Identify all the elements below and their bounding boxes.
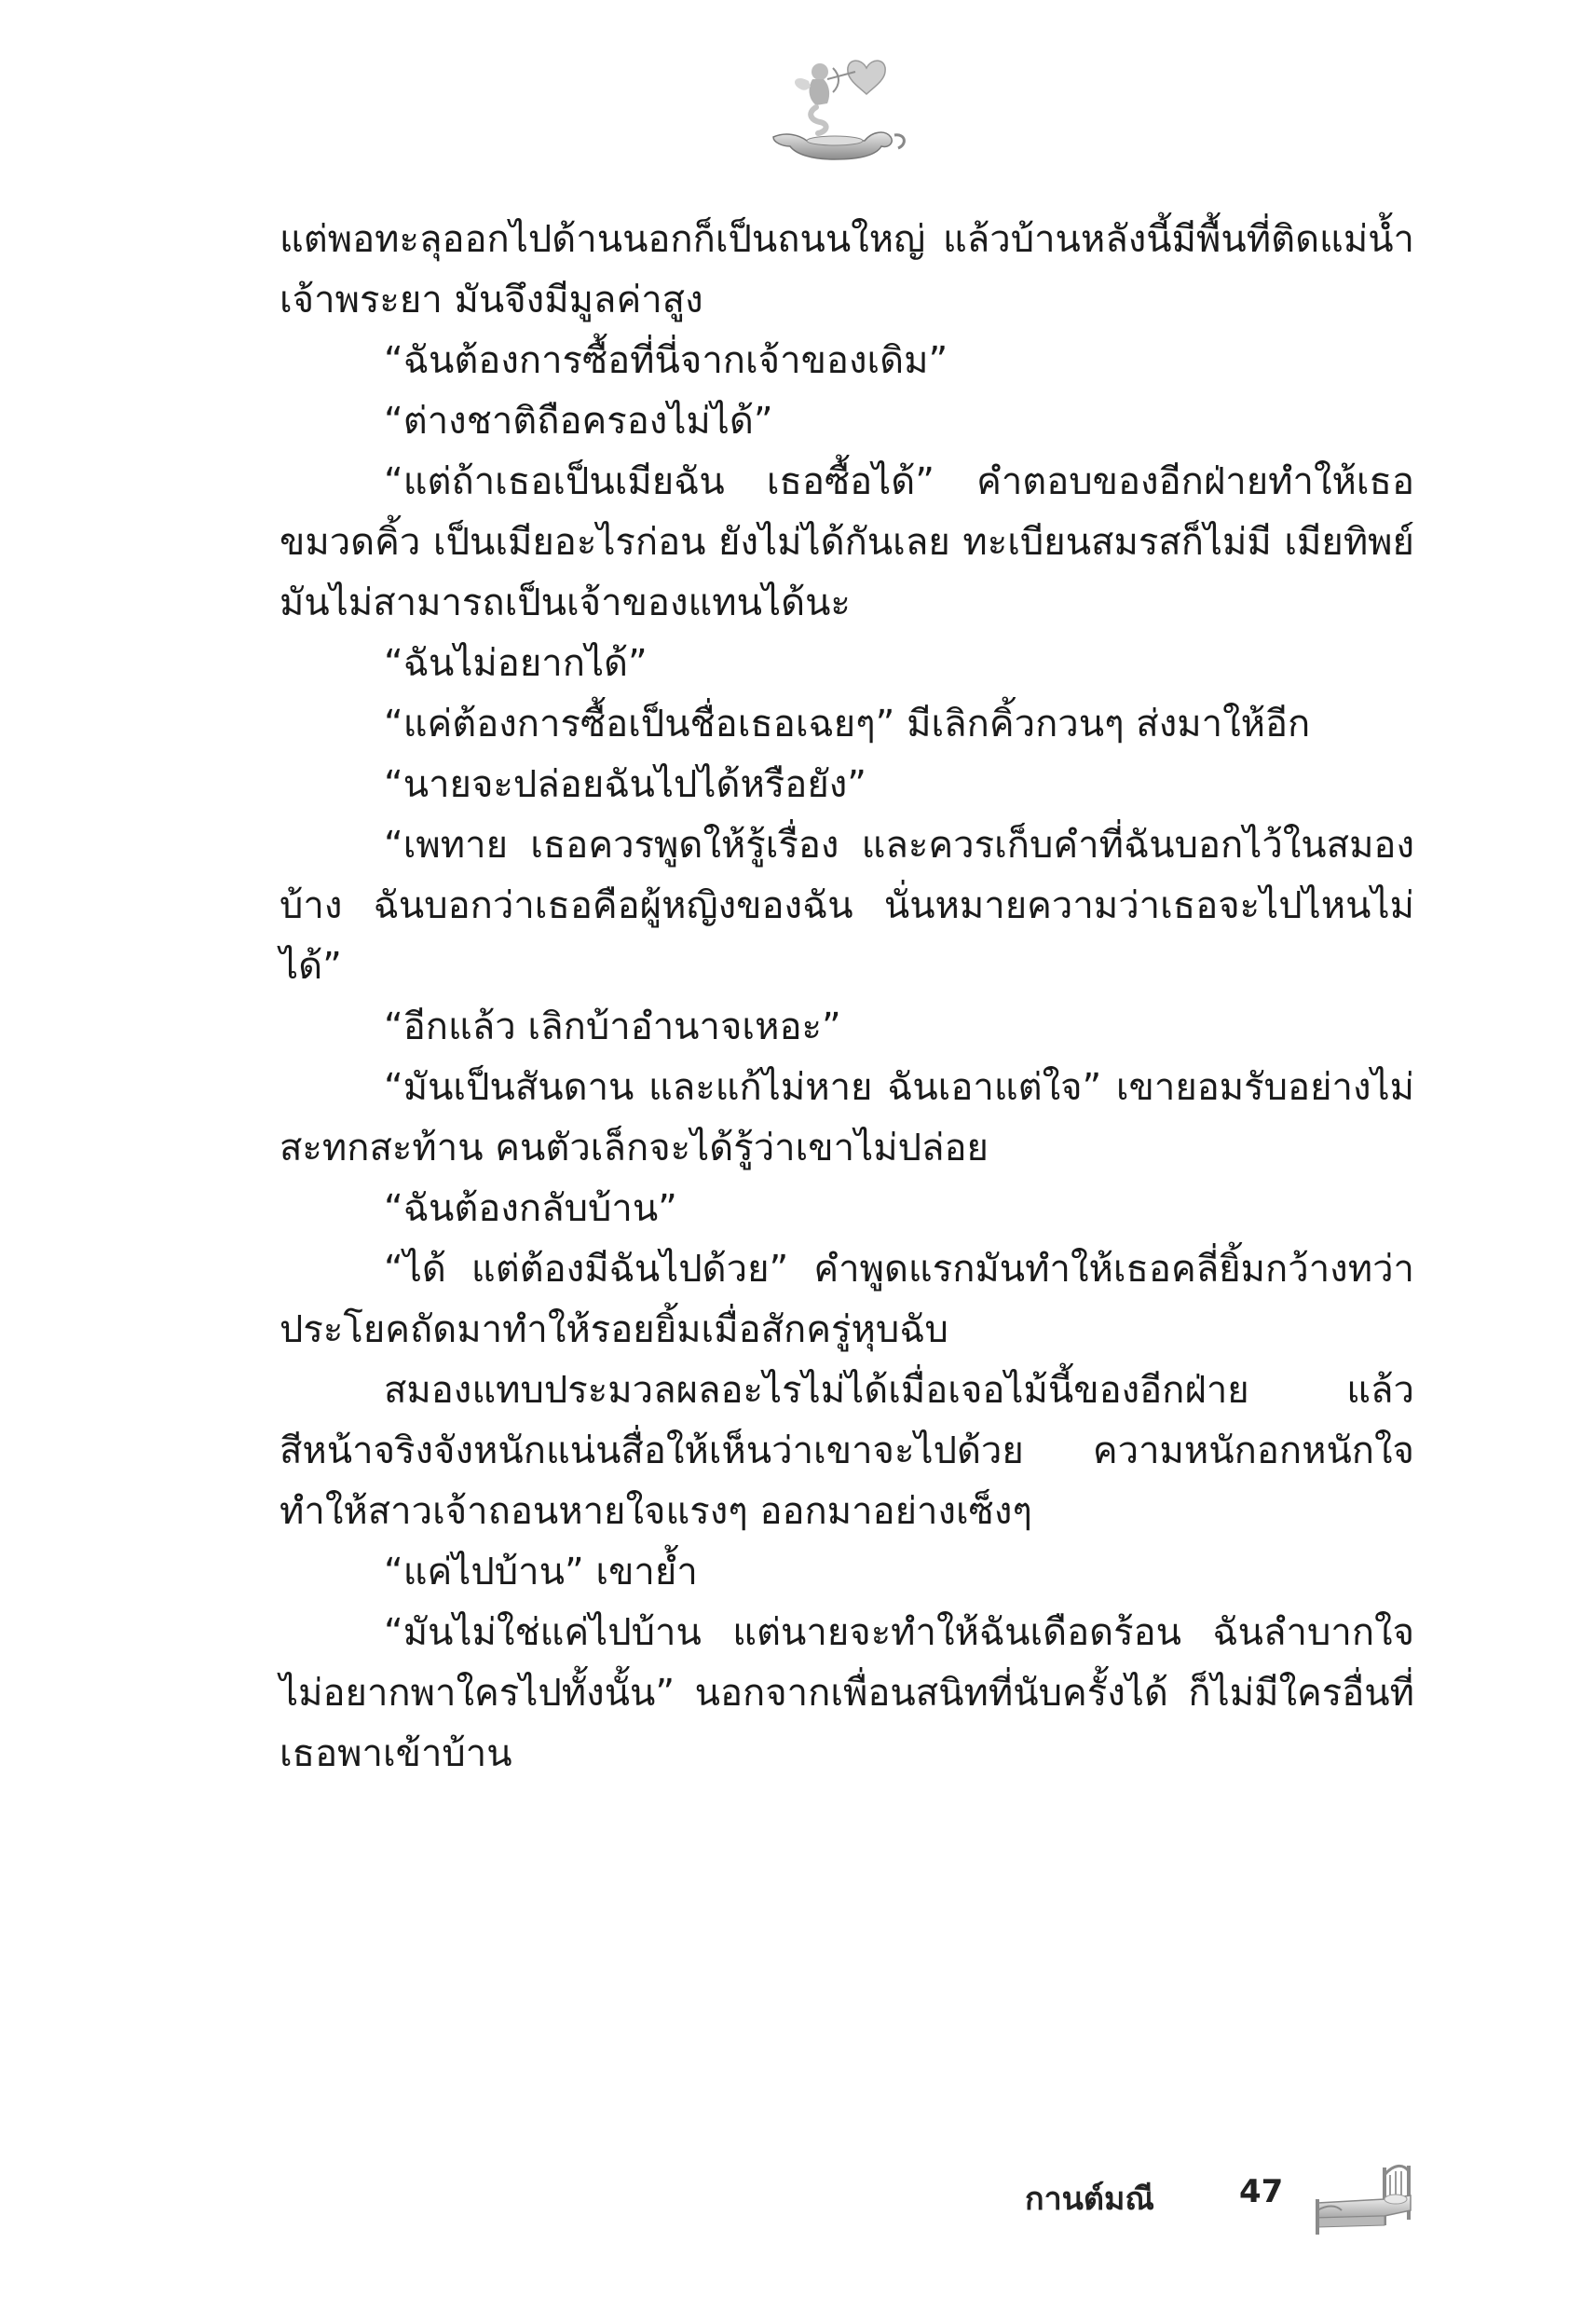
- paragraph-14: “แค่ไปบ้าน” เขาย้ำ: [384, 1551, 698, 1593]
- paragraph-9: “อีกแล้ว เลิกบ้าอำนาจเหอะ”: [384, 1005, 841, 1048]
- genie-lamp-cupid-icon: [755, 51, 913, 163]
- paragraph-8: “เพทาย เธอควรพูดให้รู้เรื่อง และควรเก็บคำที่ฉันบอกไว้ในสมองบ้าง ฉันบอกว่าเธอคือผู้หญิงของฉัน นั่นหมายความว่าเธอจะไปไหนไม่ได้”: [280, 824, 1414, 988]
- paragraph-15: “มันไม่ใช่แค่ไปบ้าน แต่นายจะทำให้ฉันเดือดร้อน ฉันลำบากใจไม่อยากพาใครไปทั้งนั้น” นอกจากเพื่อนสนิทที่นับครั้งได้ ก็ไม่มีใครอื่นที่เธอพาเข้าบ้าน: [280, 1611, 1414, 1775]
- paragraph-13: สมองแทบประมวลผลอะไรไม่ได้เมื่อเจอไม้นี้ของอีกฝ่าย แล้วสีหน้าจริงจังหนักแน่นสื่อให้เห็นว่าเขาจะไปด้วย ความหนักอกหนักใจทำให้สาวเจ้าถอนหายใจแรงๆ ออกมาอย่างเซ็งๆ: [280, 1369, 1414, 1533]
- paragraph-6: “แค่ต้องการซื้อเป็นชื่อเธอเฉยๆ” มีเลิกคิ้วกวนๆ ส่งมาให้อีก: [384, 703, 1311, 745]
- book-title: กานต์มณี: [1025, 2181, 1154, 2218]
- paragraph-2: “ฉันต้องการซื้อที่นี่จากเจ้าของเดิม”: [384, 339, 948, 382]
- paragraph-4: “แต่ถ้าเธอเป็นเมียฉัน เธอซื้อได้” คำตอบของอีกฝ่ายทำให้เธอขมวดคิ้ว เป็นเมียอะไรก่อน ยังไม่ได้กันเลย ทะเบียนสมรสก็ไม่มี เมียทิพย์มันไม่สามารถเป็นเจ้าของแทนได้นะ: [280, 460, 1414, 624]
- paragraph-11: “ฉันต้องกลับบ้าน”: [384, 1187, 677, 1230]
- paragraph-1: แต่พอทะลุออกไปด้านนอกก็เป็นถนนใหญ่ แล้วบ้านหลังนี้มีพื้นที่ติดแม่น้ำเจ้าพระยา มันจึงมีมูลค่าสูง: [280, 218, 1414, 321]
- paragraph-3: “ต่างชาติถือครองไม่ได้”: [384, 400, 773, 443]
- paragraph-12: “ได้ แต่ต้องมีฉันไปด้วย” คำพูดแรกมันทำให้เธอคลี่ยิ้มกว้างทว่าประโยคถัดมาทำให้รอยยิ้มเมื่อสักครู่หุบฉับ: [280, 1248, 1414, 1351]
- paragraph-10: “มันเป็นสันดาน และแก้ไม่หาย ฉันเอาแต่ใจ” เขายอมรับอย่างไม่สะทกสะท้าน คนตัวเล็กจะได้รู้ว่าเขาไม่ปล่อย: [280, 1066, 1414, 1169]
- page-number: 47: [1239, 2173, 1284, 2210]
- page-footer: [1025, 2162, 1416, 2246]
- bed-icon: [1314, 2162, 1416, 2236]
- paragraph-7: “นายจะปล่อยฉันไปได้หรือยัง”: [384, 763, 867, 806]
- paragraph-5: “ฉันไม่อยากได้”: [384, 642, 648, 685]
- body-text: [280, 210, 1414, 1785]
